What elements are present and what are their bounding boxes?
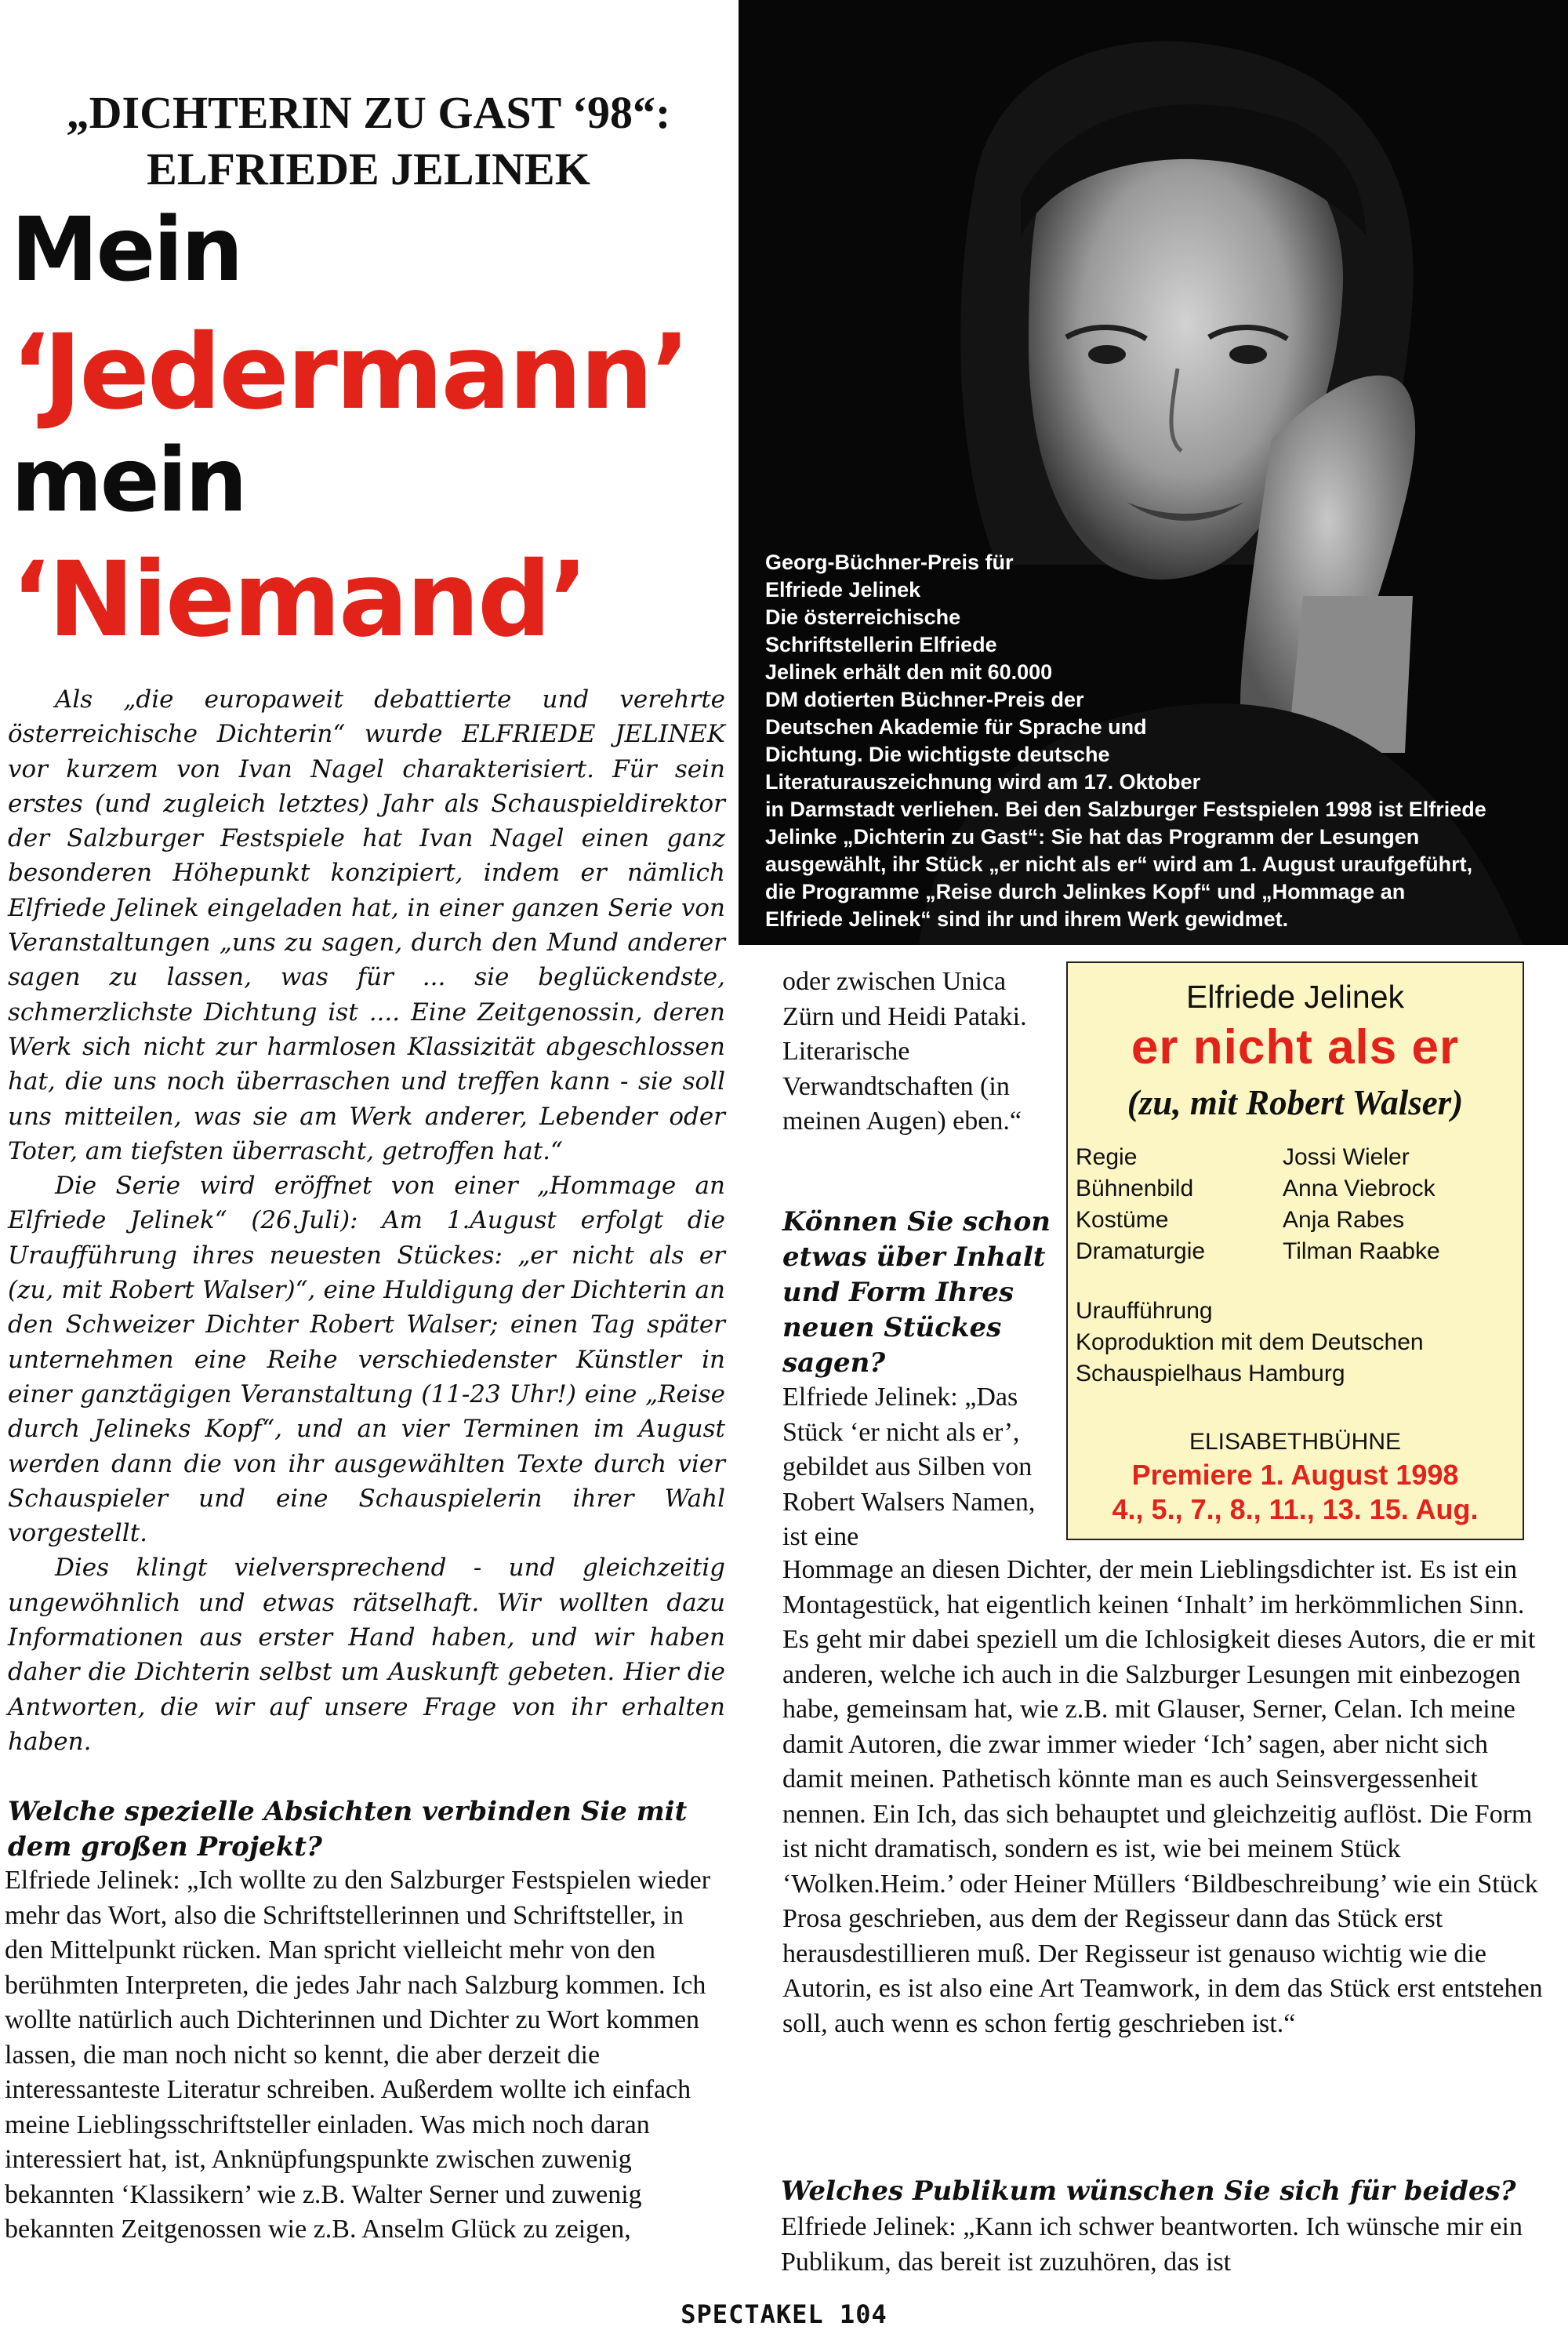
caption-line: in Darmstadt verliehen. Bei den Salzburger Festspielen 1998 ist Elfriede [765,798,1486,821]
credit-name: Jossi Wieler [1283,1144,1410,1170]
headline-line-4: ‘Niemand’ [11,540,586,660]
kicker-line-2: ELFRIEDE JELINEK [147,144,590,194]
box-premiere: Premiere 1. August 1998 [1131,1459,1459,1491]
intro-paragraph-1: Als „die europaweit debattierte und verehrte österreichische Dichterin“ wurde ELFRIEDE JELINEK vor kurzem von Ivan Nagel charakterisiert. Für sein erstes (und zugleich letztes) Jahr als Schauspieldirektor der Salzburger Festspiele hat Ivan Nagel einen ganz besonderen Höhepunkt konzipiert, indem er nämlich Elfriede Jelinek eingeladen hat, in einer ganzen Serie von Veranstaltungen „uns zu sagen, durch den Mund anderer sagen zu lassen, was für ... sie beglückendste, schmerzlichste Dichtung ist .... Eine Zeitgenossin, deren Werk sich nicht zur harmlosen Klassizität abgeschlossen hat, die uns noch überraschen und treffen kann - sie soll uns mitteilen, was sie am Werk anderer, Lebender oder Toter, am tiefsten überrascht, getroffen hat.“ [8,685,725,1165]
box-author: Elfriede Jelinek [1185,979,1405,1015]
caption-line: Elfriede Jelinek“ sind ihr und ihrem Werk gewidmet. [765,907,1289,931]
box-production-info [1076,1296,1515,1390]
box-venue: ELISABETHBÜHNE [1189,1429,1402,1455]
production-info-box [1066,961,1524,1540]
question-3-heading: Welches Publikum wünschen Sie sich für beides? [781,2175,1516,2207]
question-2-heading: Können Sie schon etwas über Inhalt und Form Ihres neuen Stückes sagen? [782,1206,1051,1379]
answer-1-continued [782,965,1053,1139]
answer-1-text [5,1863,726,2248]
box-play-title: er nicht als er [1131,1020,1460,1074]
credit-name: Tilman Raabke [1283,1238,1440,1264]
caption-line: Jelinke „Dichterin zu Gast“: Sie hat das Programm der Lesungen [765,825,1420,849]
production-line: Uraufführung [1076,1298,1213,1324]
caption-line: Literaturauszeichnung wird am 17. Oktober [765,770,1201,794]
headline-line-1: Mein [11,199,241,301]
answer-2-start [782,1380,1053,1555]
answer-1-continued-paragraph: oder zwischen Unica Zürn und Heidi Pataki. Literarische Verwandtschaften (in meinen Augen) eben.“ [782,967,1027,1136]
caption-line: Schriftstellerin Elfriede [765,633,997,656]
caption-line: DM dotierten Büchner-Preis der [765,688,1084,711]
box-play-subtitle: (zu, mit Robert Walser) [1127,1083,1464,1122]
headline-line-2: ‘Jedermann’ [11,312,688,433]
production-line: Koproduktion mit dem Deutschen [1076,1329,1424,1355]
headline-line-3: mein [11,430,245,532]
question-1-heading: Welche spezielle Absichten verbinden Sie mit dem großen Projekt? [8,1796,688,1863]
answer-2-start-paragraph: Elfriede Jelinek: „Das Stück ‘er nicht als er’, gebildet aus Silben von Robert Walsers Namen, ist eine [782,1383,1036,1551]
caption-line: Deutschen Akademie für Sprache und [765,715,1147,739]
answer-2-rest-paragraph: Hommage an diesen Dichter, der mein Lieblingsdichter ist. Es ist ein Montagestück, hat eigentlich keinen ‘Inhalt’ im herkömmlichen Sinn. Es geht mir dabei speziell um die Ichlosigkeit dieses Autors, die er mit anderen, welche ich auch in die Salzburger Lesungen mit einbezogen habe, gemeinsam hat, wie z.B. mit Glauser, Serner, Celan. Ich meine damit Autoren, die zwar immer wieder ‘Ich’ sagen, aber nicht sich damit meinen. Pathetisch könnte man es auch Seinsvergessenheit nennen. Ein Ich, das sich behauptet und gleichzeitig auflöst. Die Form ist nicht dramatisch, sondern es ist, wie bei meinem Stück ‘Wolken.Heim.’ oder Heiner Müllers ‘Bildbeschreibung’ wie ein Stück Prosa geschrieben, aus dem der Regisseur dann das Stück erst herausdestillieren muß. Der Regisseur ist genauso wichtig wie die Autorin, es ist also eine Art Teamwork, in dem das Stück erst entstehen soll, auch wenn es schon fertig geschrieben ist.“ [782,1555,1543,2038]
caption-line: Dichtung. Die wichtigste deutsche [765,743,1110,766]
credit-name: Anna Viebrock [1283,1176,1436,1201]
caption-line: ausgewählt, ihr Stück „er nicht als er“ wird am 1. August uraufgeführt, [765,852,1473,876]
caption-line: Jelinek erhält den mit 60.000 [765,660,1053,684]
production-line: Schauspielhaus Hamburg [1076,1361,1345,1387]
credit-role: Regie [1076,1144,1138,1170]
caption-line: Georg-Büchner-Preis für [765,551,1014,574]
intro-paragraph-3: Dies klingt vielversprechend - und gleichzeitig ungewöhnlich und etwas rätselhaft. Wir wollten dazu Informationen aus erster Hand haben, und wir haben daher die Dichterin selbst um Auskunft gebeten. Hier die Antworten, die wir auf unsere Frage von ihr erhalten haben. [8,1554,725,1756]
caption-line: die Programme „Reise durch Jelinkes Kopf“ und „Hommage an [765,880,1406,903]
photo-caption [765,549,1557,933]
answer-3-text [781,2210,1545,2280]
kicker-line-1: „DICHTERIN ZU GAST ‘98“: [66,87,671,138]
intro-paragraph-2: Die Serie wird eröffnet von einer „Hommage an Elfriede Jelinek“ (26.Juli): Am 1.August erfolgt die Uraufführung ihres neuesten Stückes: „er nicht als er (zu, mit Robert Walser)“, eine Huldigung der Dichterin an den Schweizer Dichter Robert Walser; einen Tag später unternehmen eine Reihe verschiedenster Künstler in einer ganztägigen Veranstaltung (11-23 Uhr!) eine „Reise durch Jelineks Kopf“, und an vier Terminen im August werden dann die von ihr ausgewählten Texte durch vier Schauspieler und eine Schauspielerin ihrer Wahl vorgestellt. [8,1172,725,1548]
page-footer: SPECTAKEL 104 [681,2299,887,2329]
article-intro [8,682,725,1759]
credit-role: Kostüme [1076,1207,1169,1233]
answer-2-rest [782,1553,1547,2041]
caption-line: Elfriede Jelinek [765,578,921,602]
credit-name: Anja Rabes [1283,1207,1405,1233]
answer-3-paragraph: Elfriede Jelinek: „Kann ich schwer beantworten. Ich wünsche mir ein Publikum, das bereit ist zuzuhören, das ist [781,2212,1523,2277]
caption-line: Die österreichische [765,605,961,629]
box-performance-dates: 4., 5., 7., 8., 11., 13. 15. Aug. [1112,1493,1479,1525]
credit-role: Dramaturgie [1076,1238,1206,1264]
credit-role: Bühnenbild [1076,1176,1194,1201]
article-kicker [16,85,721,198]
answer-1-paragraph: Elfriede Jelinek: „Ich wollte zu den Salzburger Festspielen wieder mehr das Wort, also die Schriftstellerinnen und Schriftsteller, in den Mittelpunkt rücken. Man spricht vielleicht mehr von den berühmten Interpreten, die jedes Jahr nach Salzburg kommen. Ich wollte natürlich auch Dichterinnen und Dichter zu Wort kommen lassen, die man noch nicht so kennt, die aber derzeit die interessanteste Literatur schreiben. Außerdem wollte ich einfach meine Lieblingsschriftsteller einladen. Was mich noch daran interessiert hat, ist, Anknüpfungspunkte zwischen zuwenig bekannten ‘Klassikern’ wie z.B. Walter Serner und zuwenig bekannten Zeitgenossen wie z.B. Anselm Glück zu zeigen, [5,1866,711,2244]
